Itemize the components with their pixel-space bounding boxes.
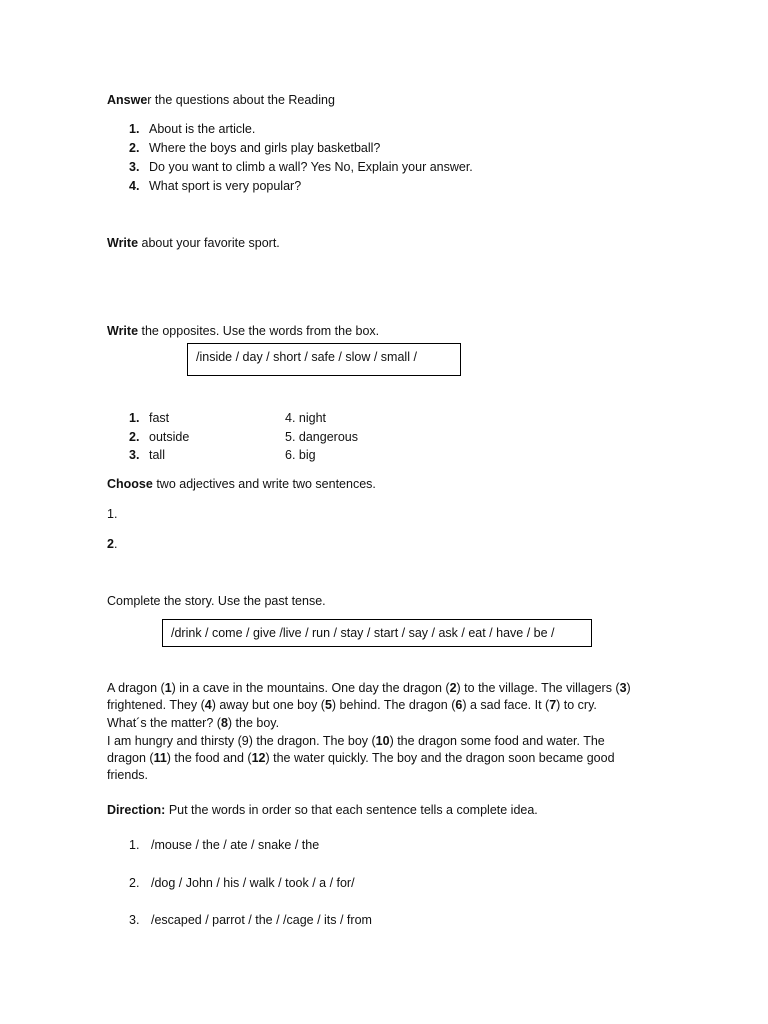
- story-line-3: What´s the matter? (8) the boy.: [107, 716, 280, 730]
- opposites-item-2: 2. outside: [129, 430, 190, 444]
- section-story-heading: Complete the story. Use the past tense.: [107, 594, 326, 608]
- story-line-4: I am hungry and thirsty (9) the dragon. The boy (10) the dragon some food and water. The: [107, 734, 605, 748]
- story-line-5: dragon (11) the food and (12) the water quickly. The boy and the dragon soon became good: [107, 751, 615, 765]
- section-write-sport-heading: Write about your favorite sport.: [107, 236, 280, 250]
- sentence-line-2: 2.: [107, 537, 118, 551]
- story-line-6: friends.: [107, 768, 148, 782]
- question-3: 3. Do you want to climb a wall? Yes No, Explain your answer.: [129, 160, 473, 174]
- section-opposites-heading: Write the opposites. Use the words from the box.: [107, 324, 380, 338]
- section-direction-heading: Direction: Put the words in order so that each sentence tells a complete idea.: [107, 803, 538, 817]
- question-1: 1. About is the article.: [129, 122, 256, 136]
- story-line-2: frightened. They (4) away but one boy (5) behind. The dragon (6) a sad face. It (7) to cry.: [107, 698, 597, 712]
- opposites-item-1: 1. fast: [129, 411, 170, 425]
- opposites-word-box: /inside / day / short / safe / slow / small /: [187, 343, 461, 376]
- section-choose-heading: Choose two adjectives and write two sentences.: [107, 477, 376, 491]
- story-line-1: A dragon (1) in a cave in the mountains. One day the dragon (2) to the village. The villagers (3): [107, 681, 631, 695]
- opposites-item-6: 6. big: [285, 448, 316, 462]
- sentence-line-1: 1.: [107, 507, 118, 521]
- question-4: 4. What sport is very popular?: [129, 179, 302, 193]
- opposites-item-5: 5. dangerous: [285, 430, 358, 444]
- order-item-3: 3. /escaped / parrot / the / /cage / its / from: [129, 913, 372, 927]
- section-answer-heading: Answer the questions about the Reading: [107, 93, 335, 107]
- question-2: 2. Where the boys and girls play basketball?: [129, 141, 381, 155]
- opposites-item-4: 4. night: [285, 411, 327, 425]
- order-item-2: 2. /dog / John / his / walk / took / a / for/: [129, 876, 355, 890]
- opposites-item-3: 3. tall: [129, 448, 165, 462]
- order-item-1: 1. /mouse / the / ate / snake / the: [129, 838, 320, 852]
- verbs-word-box: /drink / come / give /live / run / stay / start / say / ask / eat / have / be /: [162, 619, 592, 647]
